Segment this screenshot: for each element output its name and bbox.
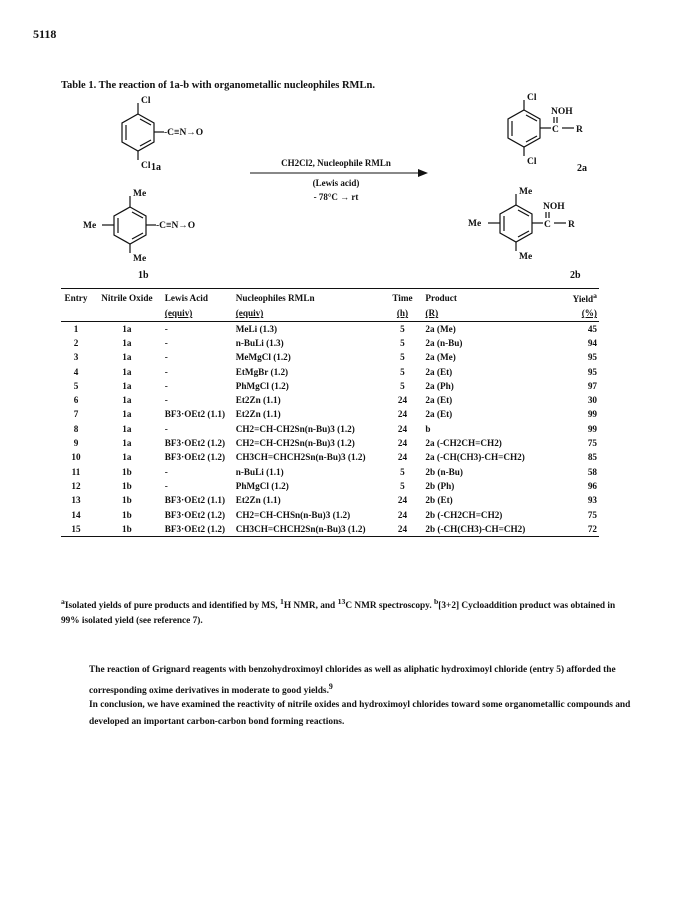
- cell-nucleophile: CH2=CH-CH2Sn(n-Bu)3 (1.2): [235, 423, 355, 434]
- compound-label-1b: 1b: [138, 270, 149, 281]
- cell-nucleophile: Et2Zn (1.1): [235, 409, 281, 420]
- cl-label: Cl: [141, 96, 151, 106]
- cell-nitrile-oxide: 1b: [91, 522, 163, 537]
- header-time: Time: [386, 289, 420, 307]
- cell-nitrile-oxide: 1b: [122, 466, 132, 477]
- table-footnote: $^a$Isolated yields of pure products and identified by MS, $^1$H NMR, and $^{13}$C NMR spectroscopy. $^b$[3+2] Cycloaddition product was obtained in 99% isolated yield (see reference 7).: [61, 597, 616, 627]
- cell-entry: 13: [71, 495, 81, 506]
- me-label: Me: [83, 221, 97, 231]
- subheader-equiv: (equiv): [164, 308, 193, 319]
- cell-lewis-acid: -: [164, 337, 168, 348]
- cell-yield: 72: [555, 522, 599, 537]
- cell-lewis-acid: -: [164, 323, 168, 334]
- cell-time: 24: [397, 495, 408, 506]
- cell-nitrile-oxide: 1a: [122, 380, 132, 391]
- cell-nitrile-oxide: 1a: [122, 352, 132, 363]
- cell-lewis-acid: -: [164, 352, 168, 363]
- benzene-ring-1b: [114, 207, 146, 244]
- cell-nucleophile: CH3CH=CHCH2Sn(n-Bu)3 (1.2): [235, 452, 366, 463]
- cell-nucleophile: Et2Zn (1.1): [235, 495, 281, 506]
- cell-product: 2a (n-Bu): [425, 337, 463, 348]
- header-product: Product: [419, 289, 555, 307]
- cell-time: 24: [397, 395, 408, 406]
- cell-yield: 93: [587, 495, 597, 506]
- paragraph-grignard: The reaction of Grignard reagents with benzohydroximoyl chlorides as well as aliphatic hydroximoyl chloride (entry 5) afforded the corresponding oxime derivatives in moderate to good yields.$^9$: [89, 665, 616, 696]
- cell-product: 2a (Et): [425, 409, 453, 420]
- cell-time: 24: [386, 522, 420, 537]
- cell-yield: 75: [587, 438, 597, 449]
- me-label: Me: [519, 252, 533, 262]
- cell-product: b: [425, 423, 431, 434]
- benzene-ring-1a: [122, 114, 154, 151]
- header-nitrile-oxide: Nitrile Oxide: [91, 289, 163, 307]
- cell-lewis-acid: BF3·OEt2 (1.1): [164, 409, 226, 420]
- cell-nucleophile: EtMgBr (1.2): [235, 366, 289, 377]
- table-row: [61, 522, 599, 537]
- cell-product: 2b (-CH2CH=CH2): [425, 509, 503, 520]
- cell-nucleophile: PhMgCl (1.2): [235, 380, 289, 391]
- cl-label: Cl: [527, 157, 537, 167]
- cell-yield: 58: [587, 466, 597, 477]
- cell-entry: 6: [73, 395, 79, 406]
- table-row: [61, 321, 599, 336]
- cell-product: 2b (-CH(CH3)-CH=CH2): [419, 522, 555, 537]
- cell-entry: 14: [71, 509, 81, 520]
- cell-nitrile-oxide: 1a: [122, 337, 132, 348]
- cell-nucleophile: PhMgCl (1.2): [235, 480, 289, 491]
- cell-yield: 45: [587, 323, 597, 334]
- cell-nucleophile: n-BuLi (1.3): [235, 337, 284, 348]
- cell-yield: 96: [587, 480, 597, 491]
- cell-lewis-acid: -: [164, 423, 168, 434]
- cell-nitrile-oxide: 1a: [122, 409, 132, 420]
- me-label: Me: [519, 187, 533, 197]
- cell-lewis-acid: BF3·OEt2 (1.2): [164, 509, 226, 520]
- table-row: [61, 365, 599, 379]
- header-lewis-acid: Lewis Acid: [163, 289, 234, 307]
- cell-time: 24: [397, 409, 408, 420]
- cell-yield: 99: [587, 409, 597, 420]
- me-label: Me: [468, 219, 482, 229]
- subheader-equiv: (equiv): [235, 308, 264, 319]
- cell-lewis-acid: -: [164, 480, 168, 491]
- cell-yield: 94: [587, 337, 597, 348]
- cell-nitrile-oxide: 1a: [122, 452, 132, 463]
- benzene-ring-2a: [508, 110, 540, 147]
- cell-lewis-acid: BF3·OEt2 (1.2): [163, 522, 234, 537]
- cell-lewis-acid: BF3·OEt2 (1.2): [164, 438, 226, 449]
- cell-nucleophile: CH3CH=CHCH2Sn(n-Bu)3 (1.2): [234, 522, 386, 537]
- cell-time: 24: [397, 452, 408, 463]
- cell-product: 2a (Et): [425, 395, 453, 406]
- cell-product: 2a (Et): [425, 366, 453, 377]
- cell-nucleophile: Et2Zn (1.1): [235, 395, 281, 406]
- cell-lewis-acid: -: [164, 366, 168, 377]
- benzene-ring-2b: [500, 205, 532, 242]
- cell-nitrile-oxide: 1b: [122, 480, 132, 491]
- header-yield: Yield$^a$: [555, 289, 599, 307]
- header-nucleophiles: Nucleophiles RMLn: [234, 289, 386, 307]
- header-entry: Entry: [61, 289, 91, 307]
- cell-time: 5: [400, 337, 405, 348]
- cell-entry: 2: [73, 337, 79, 348]
- cell-product: 2a (-CH(CH3)-CH=CH2): [425, 452, 525, 463]
- cell-yield: 95: [587, 352, 597, 363]
- cell-entry: 10: [71, 452, 81, 463]
- table-row: [61, 393, 599, 407]
- table-row: [61, 407, 599, 421]
- cell-nucleophile: CH2=CH-CH2Sn(n-Bu)3 (1.2): [235, 438, 355, 449]
- subheader-percent: (%): [581, 308, 597, 319]
- condition-lewis-acid: (Lewis acid): [312, 178, 360, 188]
- table-row: [61, 479, 599, 493]
- cell-product: 2a (Me): [425, 352, 456, 363]
- cell-entry: 9: [73, 438, 79, 449]
- cell-nitrile-oxide: 1a: [122, 366, 132, 377]
- compound-label-1a: 1a: [151, 162, 161, 173]
- cell-nitrile-oxide: 1a: [122, 395, 132, 406]
- cl-label: Cl: [527, 93, 537, 103]
- table-row: [61, 336, 599, 350]
- cell-nucleophile: MeMgCl (1.2): [235, 352, 291, 363]
- cell-lewis-acid: BF3·OEt2 (1.2): [164, 452, 226, 463]
- cell-time: 24: [397, 438, 408, 449]
- cell-yield: 97: [587, 380, 597, 391]
- cell-product: 2a (-CH2CH=CH2): [425, 438, 502, 449]
- cell-entry: 1: [73, 323, 79, 334]
- cell-lewis-acid: -: [164, 395, 168, 406]
- cell-product: 2a (Me): [425, 323, 456, 334]
- cell-entry: 3: [73, 352, 79, 363]
- nitrile-oxide-group: -C≡N→O: [156, 221, 196, 231]
- cell-lewis-acid: -: [164, 466, 168, 477]
- r-label: R: [576, 125, 583, 135]
- cell-nucleophile: MeLi (1.3): [235, 323, 278, 334]
- cell-product: 2b (Et): [425, 495, 453, 506]
- cell-nucleophile: CH2=CH-CHSn(n-Bu)3 (1.2): [235, 509, 351, 520]
- cell-nitrile-oxide: 1a: [122, 323, 132, 334]
- cell-nitrile-oxide: 1a: [122, 438, 132, 449]
- reaction-scheme: [0, 88, 679, 288]
- table-row: [61, 422, 599, 436]
- cell-nucleophile: n-BuLi (1.1): [235, 466, 284, 477]
- cell-yield: 95: [587, 366, 597, 377]
- nitrile-oxide-group: -C≡N→O: [164, 128, 204, 138]
- cell-lewis-acid: BF3·OEt2 (1.1): [164, 495, 226, 506]
- page-number: 5118: [33, 27, 57, 41]
- cell-nitrile-oxide: 1b: [122, 509, 132, 520]
- cell-time: 5: [400, 380, 405, 391]
- cell-product: 2b (n-Bu): [425, 466, 463, 477]
- condition-temperature: - 78°C → rt: [313, 192, 359, 202]
- cell-entry: 7: [73, 409, 79, 420]
- cell-entry: 5: [73, 380, 79, 391]
- cell-entry: 8: [73, 423, 79, 434]
- r-label: R: [568, 220, 575, 230]
- cell-lewis-acid: -: [164, 380, 168, 391]
- svg-text:C: C: [544, 220, 551, 230]
- table-row: [61, 350, 599, 364]
- cell-time: 24: [397, 509, 408, 520]
- subheader-r: (R): [425, 308, 439, 319]
- cell-time: 5: [400, 480, 405, 491]
- cell-yield: 30: [587, 395, 597, 406]
- table-caption: Table 1. The reaction of 1a-b with organometallic nucleophiles RMLn.: [61, 80, 375, 91]
- cell-yield: 99: [587, 423, 597, 434]
- cell-entry: 12: [71, 480, 81, 491]
- results-table: [61, 288, 599, 537]
- cell-entry: 4: [73, 366, 79, 377]
- cell-yield: 85: [587, 452, 597, 463]
- svg-text:C: C: [552, 125, 559, 135]
- subheader-hours: (h): [396, 308, 409, 319]
- noh-label: NOH: [543, 202, 565, 212]
- cell-time: 24: [397, 423, 408, 434]
- compound-label-2b: 2b: [570, 270, 581, 281]
- cl-label: Cl: [141, 161, 151, 171]
- cell-nitrile-oxide: 1a: [122, 423, 132, 434]
- table-body: [61, 321, 599, 536]
- table-row: [61, 508, 599, 522]
- condition-solvent: CH2Cl2, Nucleophile RMLn: [281, 158, 391, 168]
- cell-entry: 15: [61, 522, 91, 537]
- cell-time: 5: [400, 466, 405, 477]
- table-row: [61, 450, 599, 464]
- cell-time: 5: [400, 366, 405, 377]
- cell-entry: 11: [71, 466, 81, 477]
- table-row: [61, 465, 599, 479]
- me-label: Me: [133, 254, 147, 264]
- noh-label: NOH: [551, 107, 573, 117]
- cell-nitrile-oxide: 1b: [122, 495, 132, 506]
- cell-time: 5: [400, 323, 405, 334]
- cell-product: 2b (Ph): [425, 480, 455, 491]
- table-row: [61, 436, 599, 450]
- paragraph-conclusion: In conclusion, we have examined the reactivity of nitrile oxides and hydroximoyl chlorides toward some organometallic compounds and developed an important carbon-carbon bond forming reactions.: [89, 700, 631, 727]
- me-label: Me: [133, 189, 147, 199]
- compound-label-2a: 2a: [577, 163, 587, 174]
- table-row: [61, 493, 599, 507]
- cell-product: 2a (Ph): [425, 380, 454, 391]
- cell-yield: 75: [587, 509, 597, 520]
- cell-time: 5: [400, 352, 405, 363]
- table-row: [61, 379, 599, 393]
